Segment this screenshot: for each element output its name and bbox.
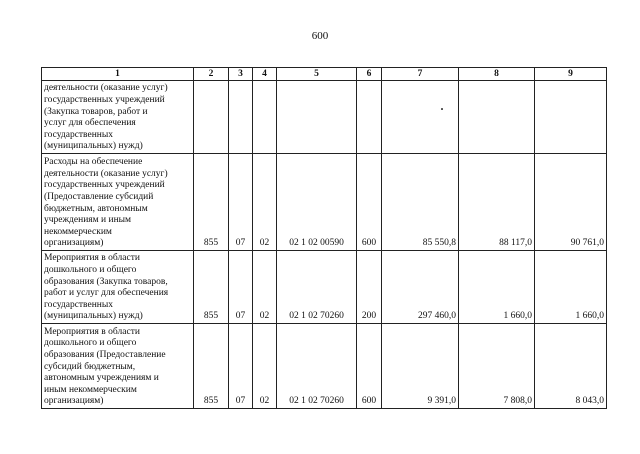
header-cell: 8 [459,68,535,81]
header-cell: 4 [253,68,277,81]
sum2-cell [459,81,535,154]
sum1-cell: 85 550,8 [382,154,459,251]
sum3-cell: 8 043,0 [535,324,607,409]
ved-cell: 855 [194,324,229,409]
podrazdel-cell: 02 [253,251,277,324]
sum2-cell: 88 117,0 [459,154,535,251]
header-cell: 5 [277,68,357,81]
csr-cell: 02 1 02 70260 [277,251,357,324]
sum1-cell: 9 391,0 [382,324,459,409]
sum1-cell [382,81,459,154]
razdel-cell [229,81,253,154]
csr-cell: 02 1 02 70260 [277,324,357,409]
sum3-cell: 90 761,0 [535,154,607,251]
page-number: 600 [311,30,329,42]
vr-cell: 600 [357,324,382,409]
table-row [42,251,607,324]
table-row [42,81,607,154]
podrazdel-cell [253,81,277,154]
row-name-cell: Мероприятия в области дошкольного и общего образования (Закупка товаров, работ и услуг для обеспечения государственных (муниципальных) нужд) [42,251,194,324]
vr-cell [357,81,382,154]
podrazdel-cell: 02 [253,324,277,409]
sum2-cell: 1 660,0 [459,251,535,324]
header-cell: 6 [357,68,382,81]
podrazdel-cell: 02 [253,154,277,251]
header-cell: 2 [194,68,229,81]
razdel-cell: 07 [229,324,253,409]
sum1-cell: 297 460,0 [382,251,459,324]
csr-cell: 02 1 02 00590 [277,154,357,251]
ved-cell [194,81,229,154]
vr-cell: 200 [357,251,382,324]
header-cell: 3 [229,68,253,81]
ved-cell: 855 [194,251,229,324]
scan-speck [441,108,443,110]
sum3-cell [535,81,607,154]
ved-cell: 855 [194,154,229,251]
sum3-cell: 1 660,0 [535,251,607,324]
row-name-cell: Мероприятия в области дошкольного и общего образования (Предоставление субсидий бюджетным, автономным учреждениям и иным некоммерческим организациям) [42,324,194,409]
header-cell: 9 [535,68,607,81]
budget-table [41,67,607,409]
row-name-cell: деятельности (оказание услуг) государственных учреждений (Закупка товаров, работ и услуг для обеспечения государственных (муниципальных) нужд) [42,81,194,154]
header-cell: 7 [382,68,459,81]
table-row [42,154,607,251]
vr-cell: 600 [357,154,382,251]
header-row [42,68,607,81]
table-row [42,324,607,409]
row-name-cell: Расходы на обеспечение деятельности (оказание услуг) государственных учреждений (Предоставление субсидий бюджетным, автономным учреждениям и иным некоммерческим организациям) [42,154,194,251]
sum2-cell: 7 808,0 [459,324,535,409]
header-cell: 1 [42,68,194,81]
razdel-cell: 07 [229,251,253,324]
csr-cell [277,81,357,154]
razdel-cell: 07 [229,154,253,251]
